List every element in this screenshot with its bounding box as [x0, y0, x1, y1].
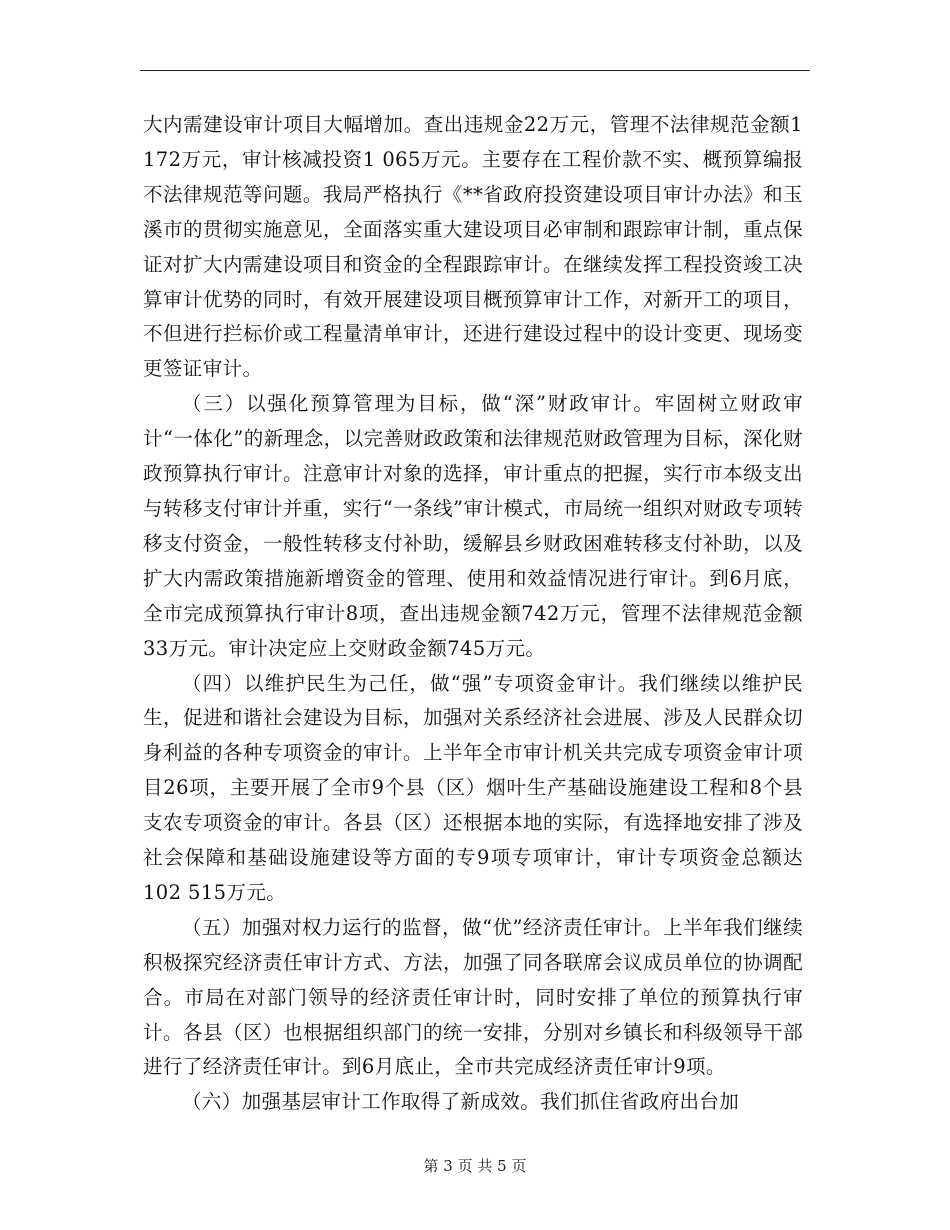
paragraph-section-5: （五）加强对权力运行的监督，做“优”经济责任审计。上半年我们继续积极探究经济责任审计方式、方法，加强了同各联席会议成员单位的协调配合。市局在对部门领导的经济责任审计时，同时安排了单位的预算执行审计。各县（区）也根据组织部门的统一安排，分别对乡镇长和科级领导干部进行了经济责任审计。到6月底止，全市共完成经济责任审计9项。	[143, 915, 803, 1079]
page-number: 第 3 页 共 5 页	[423, 1157, 527, 1175]
paragraph-continuation: 大内需建设审计项目大幅增加。查出违规金22万元，管理不法律规范金额1 172万元，审计核减投资1 065万元。主要存在工程价款不实、概预算编报不法律规范等问题。我局严格执行《**省政府投资建设项目审计办法》和玉溪市的贯彻实施意见，全面落实重大建设项目必审制和跟踪审计制，重点保证对扩大内需建设项目和资金的全程跟踪审计。在继续发挥工程投资竣工决算审计优势的同时，有效开展建设项目概预算审计工作，对新开工的项目，不但进行拦标价或工程量清单审计，还进行建设过程中的设计变更、现场变更签证审计。	[143, 113, 803, 381]
paragraph-section-4: （四）以维护民生为己任，做“强”专项资金审计。我们继续以维护民生，促进和谐社会建设为目标，加强对关系经济社会进展、涉及人民群众切身利益的各种专项资金的审计。上半年全市审计机关共完成专项资金审计项目26项，主要开展了全市9个县（区）烟叶生产基础设施建设工程和8个县支农专项资金的审计。各县（区）还根据本地的实际，有选择地安排了涉及社会保障和基础设施建设等方面的专9项专项审计，审计专项资金总额达102 515万元。	[143, 671, 803, 904]
header-rule	[140, 70, 810, 71]
paragraph-section-3: （三）以强化预算管理为目标，做“深”财政审计。牢固树立财政审计“一体化”的新理念，以完善财政政策和法律规范财政管理为目标，深化财政预算执行审计。注意审计对象的选择，审计重点的把握，实行市本级支出与转移支付审计并重，实行“一条线”审计模式，市局统一组织对财政专项转移支付资金，一般性转移支付补助，缓解县乡财政困难转移支付补助，以及扩大内需政策措施新增资金的管理、使用和效益情况进行审计。到6月底，全市完成预算执行审计8项，查出违规金额742万元，管理不法律规范金额33万元。审计决定应上交财政金额745万元。	[143, 392, 803, 660]
body-text	[143, 108, 803, 1120]
paragraph-section-6: （六）加强基层审计工作取得了新成效。我们抓住省政府出台加	[182, 1090, 740, 1114]
